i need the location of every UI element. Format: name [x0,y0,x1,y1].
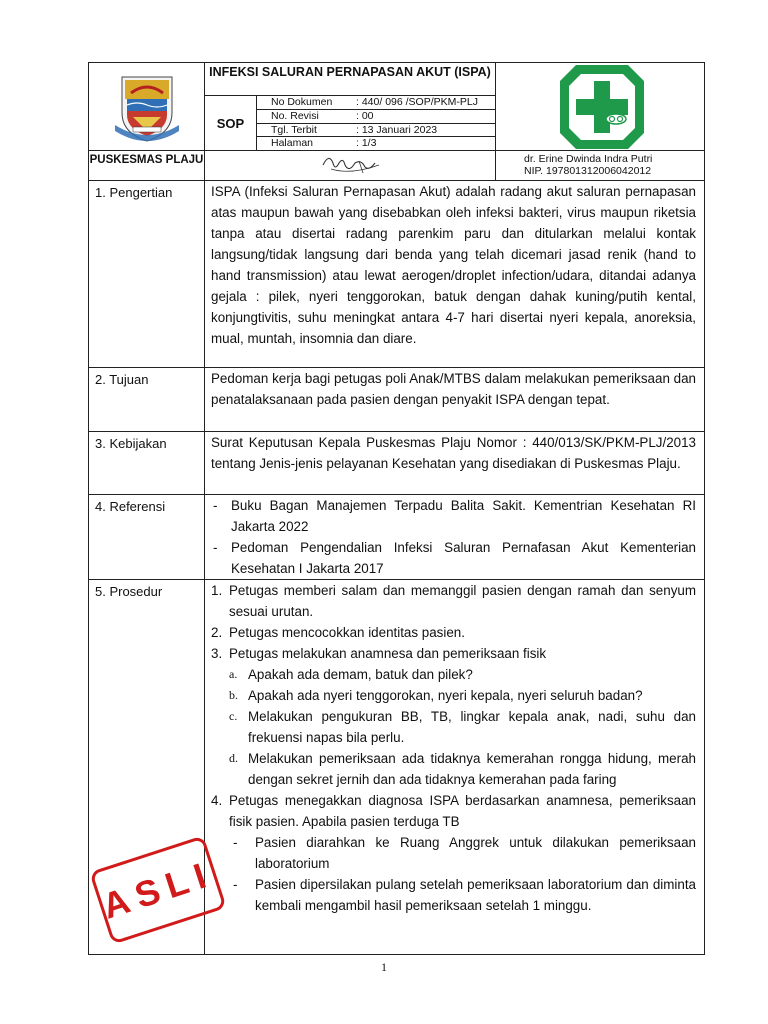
list-marker: c. [229,709,238,723]
list-text: Buku Bagan Manajemen Terpadu Balita Sakit. Kementrian Kesehatan RI Jakarta 2022 [231,498,696,534]
section-tujuan [89,368,704,432]
stamp-text: ASLI [97,852,219,927]
list-item [211,495,696,537]
list-text: Melakukan pemeriksaan ada tidaknya kemerahan rongga hidung, merah dengan sekret jernih dan ada tidaknya kemerahan pada faring [248,751,696,787]
list-text: Petugas melakukan anamnesa dan pemeriksaan fisik [229,646,547,661]
meta-value: : 00 [356,109,374,122]
section-content [205,432,704,474]
meta-row-document-number [257,96,495,110]
list-text: Melakukan pengukuran BB, TB, lingkar kepala anak, nadi, suhu dan frekuensi napas bila perlu. [248,709,696,745]
list-marker: d. [229,751,238,765]
section-content [205,495,704,579]
section-content [205,368,704,410]
list-marker: 4. [211,793,223,808]
list-item [211,748,696,790]
list-marker: b. [229,688,238,702]
list-marker: 2. [211,625,223,640]
section-pengertian [89,181,704,368]
puskesmas-logo-icon [496,63,705,151]
signature-cell [205,151,496,181]
list-text: Petugas mencocokkan identitas pasien. [229,625,465,640]
list-item [211,790,696,832]
meta-label: Tgl. Terbit [271,123,317,136]
section-label: 3. Kebijakan [89,432,205,494]
section-content [205,181,704,349]
meta-label: No Dokumen [271,96,333,108]
purpose-text: Pedoman kerja bagi petugas poli Anak/MTBS dalam melakukan pemeriksaan dan penatalaksanaan pada pasien dengan penyakit ISPA dengan tepat. [211,371,696,407]
policy-text: Surat Keputusan Kepala Puskesmas Plaju Nomor : 440/013/SK/PKM-PLJ/2013 tentang Jenis-jenis pelayanan Kesehatan yang disediakan di Puskesmas Plaju. [211,435,696,471]
list-text: Pasien dipersilakan pulang setelah pemeriksaan laboratorium dan diminta kembali mengambil hasil pemeriksaan setelah 1 minggu. [255,877,696,913]
list-item [211,622,696,643]
section-label: 4. Referensi [89,495,205,579]
meta-row-page [257,137,495,151]
section-label: 1. Pengertian [89,181,205,367]
section-content [205,580,704,916]
section-kebijakan [89,432,704,495]
section-label: 5. Prosedur [89,580,205,955]
list-item [211,874,696,916]
list-text: Apakah ada demam, batuk dan pilek? [248,667,473,682]
puskesmas-name: PUSKESMAS PLAJU [89,151,205,181]
list-text: Pasien diarahkan ke Ruang Anggrek untuk dilakukan pemeriksaan laboratorium [255,835,696,871]
list-item [211,537,696,579]
list-marker: 3. [211,646,223,661]
sop-header [88,62,705,181]
list-marker: - [233,877,238,892]
list-item [211,643,696,664]
list-text: Apakah ada nyeri tenggorokan, nyeri kepala, nyeri seluruh badan? [248,688,643,703]
head-nip: NIP. 197801312006042012 [524,165,652,177]
city-logo-cell [89,63,205,151]
list-text: Petugas menegakkan diagnosa ISPA berdasarkan anamnesa, pemeriksaan fisik pasien. Apabila pasien terduga TB [229,793,696,829]
list-item [211,580,696,622]
section-label: 2. Tujuan [89,368,205,431]
sop-content-table [88,181,705,955]
list-item [211,664,696,685]
meta-label: Halaman [271,137,314,150]
meta-row-revision [257,110,495,124]
signature-icon [205,151,496,181]
list-item [211,706,696,748]
document-title: INFEKSI SALURAN PERNAPASAN AKUT (ISPA) [205,63,496,96]
meta-value: : 13 Januari 2023 [356,123,438,136]
definition-text: ISPA (Infeksi Saluran Pernapasan Akut) adalah radang akut saluran pernapasan atas maupun bawah yang disebabkan oleh infeksi bakteri, virus maupun riketsia tanpa atau disertai radang parenkim paru dan ditularkan melalui kontak langsung/tidak langsung dari benda yang telah dicemari jasad renik (hand to hand transmission) atau lewat aerogen/droplet infection/udara, ditandai adanya gejala : pilek, nyeri tenggorokan, batuk dengan dahak kuning/putih kental, konjungtivitis, suhu meningkat antara 4-7 hari disertai nyeri kepala, anoreksia, mual, muntah, insomnia dan diare. [211,184,696,346]
document-meta-table [257,96,496,151]
head-of-puskesmas [496,151,705,181]
meta-value: : 1/3 [356,137,377,150]
page-number: 1 [381,960,387,974]
list-item [211,685,696,706]
meta-value: : 440/ 096 /SOP/PKM-PLJ [356,96,478,108]
meta-label: No. Revisi [271,109,319,122]
section-referensi [89,495,704,580]
list-text: Petugas memberi salam dan memanggil pasien dengan ramah dan senyum sesuai urutan. [229,583,696,619]
list-marker: a. [229,667,238,681]
sop-label: SOP [205,96,257,151]
list-item [211,832,696,874]
list-marker: - [233,835,238,850]
head-name: dr. Erine Dwinda Indra Putri [524,153,653,165]
list-marker: - [213,540,218,555]
list-marker: - [213,498,218,513]
list-text: Pedoman Pengendalian Infeksi Saluran Pernafasan Akut Kementerian Kesehatan I Jakarta 2017 [231,540,696,576]
health-logo-cell [496,63,705,151]
city-emblem-icon [89,63,205,151]
list-marker: 1. [211,583,223,598]
meta-row-issue-date [257,124,495,138]
